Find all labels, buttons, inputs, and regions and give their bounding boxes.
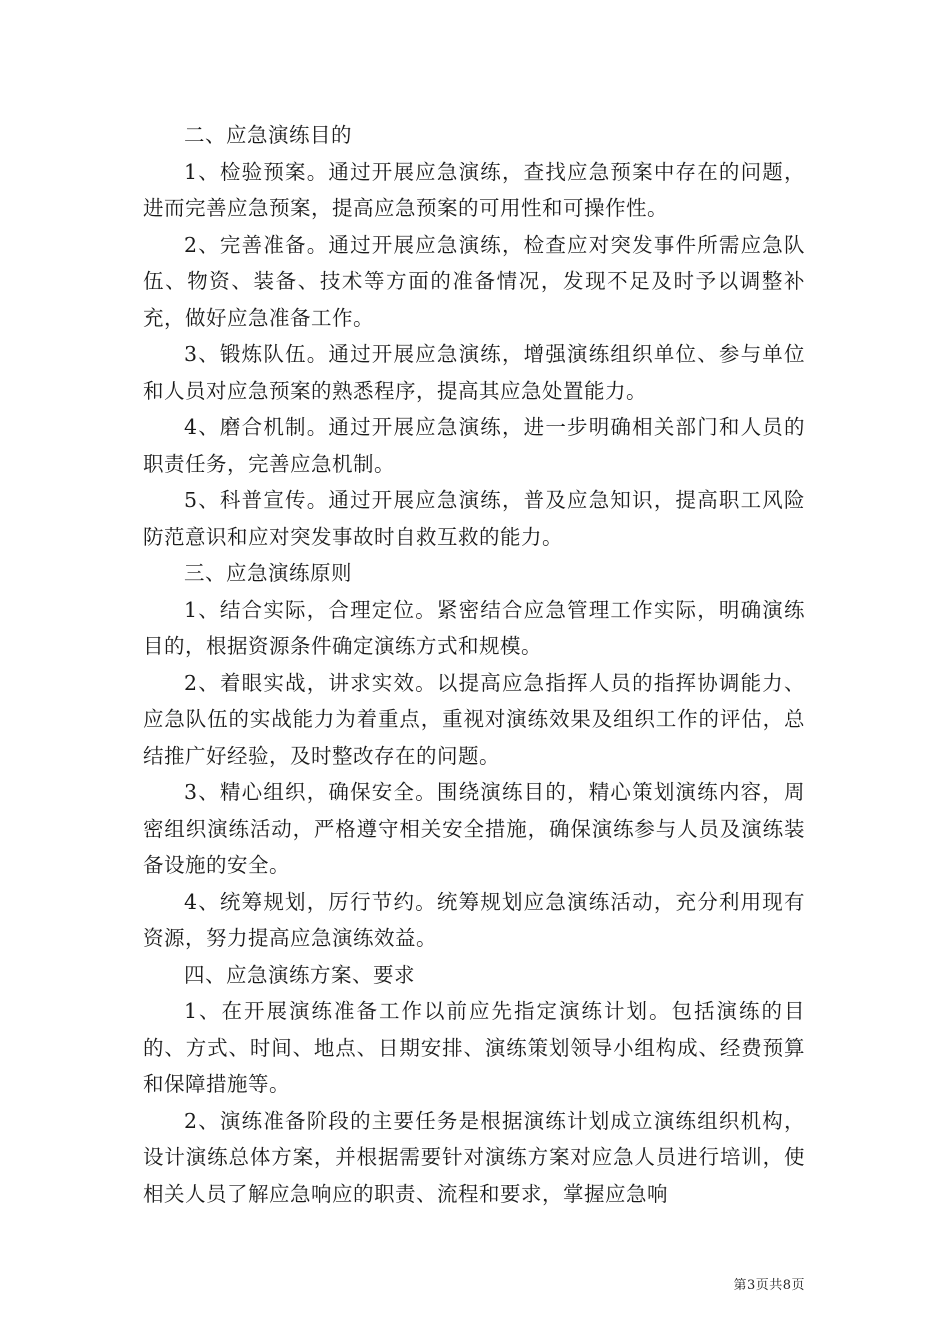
paragraph: 1、在开展演练准备工作以前应先指定演练计划。包括演练的目的、方式、时间、地点、日期安排、演练策划领导小组构成、经费预算和保障措施等。	[143, 999, 805, 1096]
paragraph: 4、磨合机制。通过开展应急演练，进一步明确相关部门和人员的职责任务，完善应急机制。	[143, 415, 805, 476]
page-number: 第3页共8页	[733, 1278, 805, 1293]
paragraph: 2、完善准备。通过开展应急演练，检查应对突发事件所需应急队伍、物资、装备、技术等方面的准备情况，发现不足及时予以调整补充，做好应急准备工作。	[143, 232, 805, 330]
paragraph: 4、统筹规划，厉行节约。统筹规划应急演练活动，充分利用现有资源，努力提高应急演练效益。	[143, 889, 805, 950]
section-heading-principles: 三、应急演练原则	[184, 561, 352, 585]
paragraph: 3、精心组织，确保安全。围绕演练目的，精心策划演练内容，周密组织演练活动，严格遵守相关安全措施，确保演练参与人员及演练装备设施的安全。	[143, 780, 805, 877]
paragraph: 2、演练准备阶段的主要任务是根据演练计划成立演练组织机构，设计演练总体方案，并根据需要针对演练方案对应急人员进行培训，使相关人员了解应急响应的职责、流程和要求，掌握应急响	[143, 1108, 805, 1206]
paragraph: 1、检验预案。通过开展应急演练，查找应急预案中存在的问题，进而完善应急预案，提高应急预案的可用性和可操作性。	[143, 159, 805, 220]
paragraph: 3、锻炼队伍。通过开展应急演练，增强演练组织单位、参与单位和人员对应急预案的熟悉程序，提高其应急处置能力。	[143, 342, 805, 403]
paragraph: 5、科普宣传。通过开展应急演练，普及应急知识，提高职工风险防范意识和应对突发事故时自救互救的能力。	[143, 488, 805, 549]
paragraph: 1、结合实际，合理定位。紧密结合应急管理工作实际，明确演练目的，根据资源条件确定演练方式和规模。	[143, 597, 805, 658]
section-heading-objectives: 二、应急演练目的	[184, 123, 352, 147]
section-heading-plan-requirements: 四、应急演练方案、要求	[184, 962, 415, 987]
paragraph: 2、着眼实战，讲求实效。以提高应急指挥人员的指挥协调能力、应急队伍的实战能力为着重点，重视对演练效果及组织工作的评估，总结推广好经验，及时整改存在的问题。	[143, 670, 805, 768]
document-body	[143, 117, 805, 1212]
